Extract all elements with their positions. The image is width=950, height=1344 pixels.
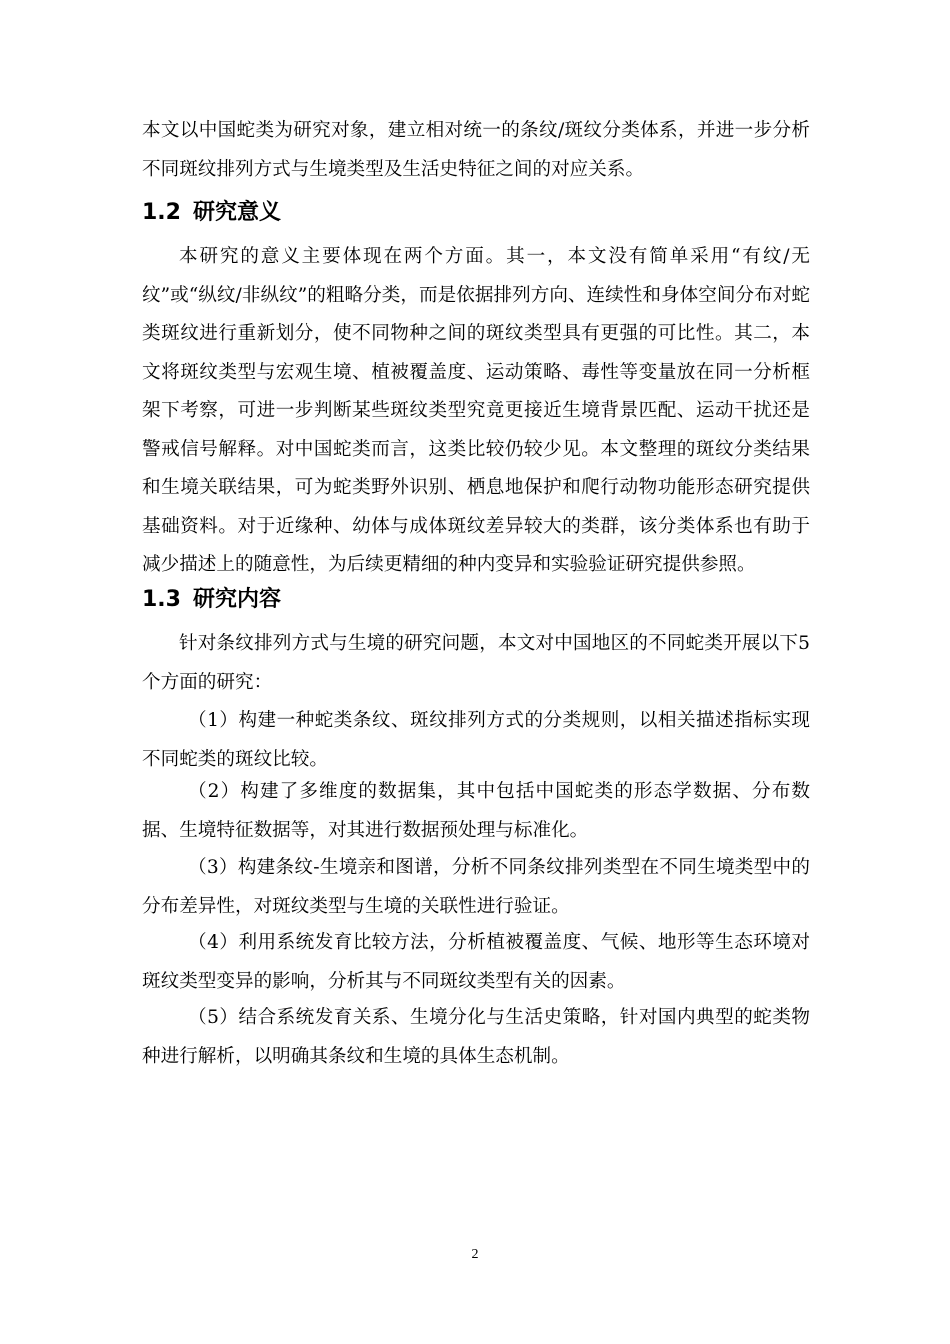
content-item-3: （3）构建条纹-生境亲和图谱，分析不同条纹排列类型在不同生境类型中的分布差异性，对斑纹类型与生境的关联性进行验证。 — [142, 857, 810, 917]
section-title: 研究内容 — [192, 587, 281, 612]
section-number: 1.3 — [142, 587, 181, 612]
content-item-2: （2）构建了多维度的数据集，其中包括中国蛇类的形态学数据、分布数据、生境特征数据等，对其进行数据预处理与标准化。 — [142, 781, 810, 841]
section-heading-content — [142, 585, 281, 615]
content-intro-paragraph: 针对条纹排列方式与生境的研究问题，本文对中国地区的不同蛇类开展以下5个方面的研究： — [142, 633, 810, 693]
significance-paragraph: 本研究的意义主要体现在两个方面。其一，本文没有简单采用“有纹/无纹”或“纵纹/非纵纹”的粗略分类，而是依据排列方向、连续性和身体空间分布对蛇类斑纹进行重新划分，使不同物种之间的斑纹类型具有更强的可比性。其二，本文将斑纹类型与宏观生境、植被覆盖度、运动策略、毒性等变量放在同一分析框架下考察，可进一步判断某些斑纹类型究竟更接近生境背景匹配、运动干扰还是警戒信号解释。对中国蛇类而言，这类比较仍较少见。本文整理的斑纹分类结果和生境关联结果，可为蛇类野外识别、栖息地保护和爬行动物功能形态研究提供基础资料。对于近缘种、幼体与成体斑纹差异较大的类群，该分类体系也有助于减少描述上的随意性，为后续更精细的种内变异和实验验证研究提供参照。 — [142, 246, 810, 575]
content-item-1: （1）构建一种蛇类条纹、斑纹排列方式的分类规则，以相关描述指标实现不同蛇类的斑纹比较。 — [142, 710, 810, 770]
section-title: 研究意义 — [192, 200, 281, 225]
intro-paragraph-tail: 本文以中国蛇类为研究对象，建立相对统一的条纹/斑纹分类体系，并进一步分析不同斑纹排列方式与生境类型及生活史特征之间的对应关系。 — [142, 120, 810, 180]
content-item-5: （5）结合系统发育关系、生境分化与生活史策略，针对国内典型的蛇类物种进行解析，以明确其条纹和生境的具体生态机制。 — [142, 1007, 810, 1067]
section-number: 1.2 — [142, 200, 181, 225]
content-item-4: （4）利用系统发育比较方法，分析植被覆盖度、气候、地形等生态环境对斑纹类型变异的影响，分析其与不同斑纹类型有关的因素。 — [142, 932, 810, 992]
section-heading-significance — [142, 198, 281, 228]
page-number: 2 — [471, 1247, 479, 1262]
